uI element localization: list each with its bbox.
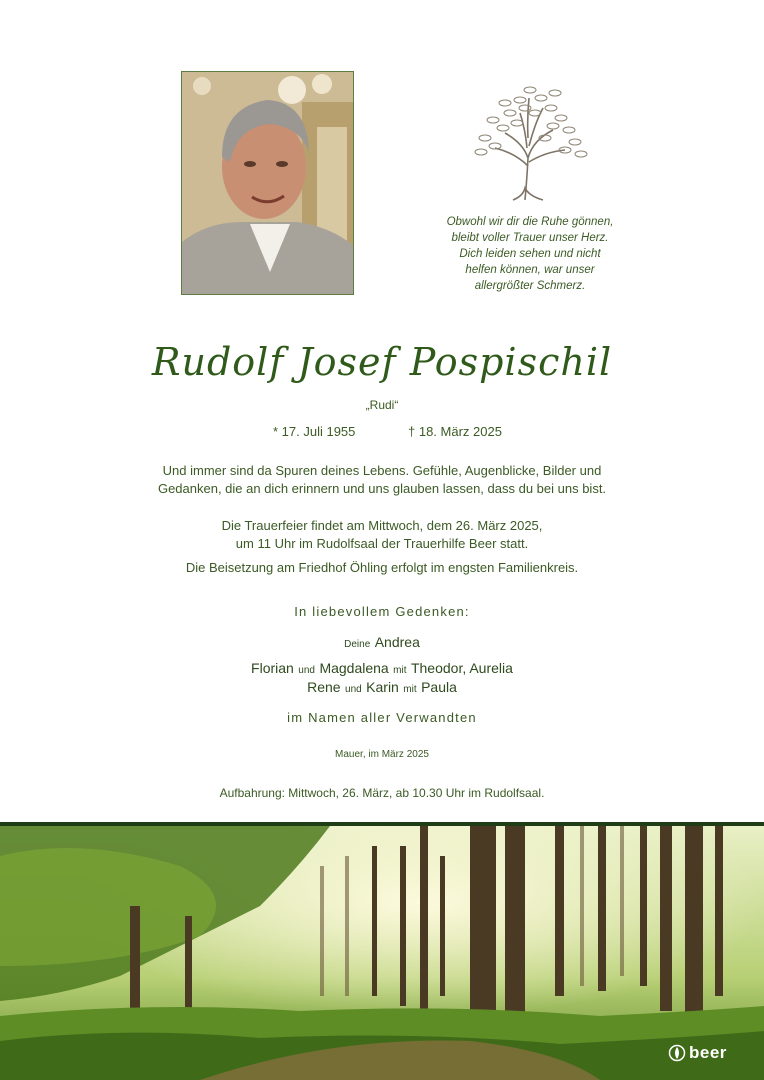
- burial-text: Die Beisetzung am Friedhof Öhling erfolgt im engsten Familienkreis.: [185, 560, 579, 575]
- mourners-heading: In liebevollem Gedenken:: [294, 604, 470, 619]
- beer-logo: [668, 1043, 727, 1063]
- portrait-illustration: [182, 72, 354, 295]
- portrait-photo: [181, 71, 354, 295]
- viewing-info: Aufbahrung: Mittwoch, 26. März, ab 10.30 Uhr im Rudolfsaal.: [219, 786, 545, 800]
- mourner-name: Florian: [251, 660, 294, 676]
- memory-line: Und immer sind da Spuren deines Lebens. Gefühle, Augenblicke, Bilder und: [162, 463, 602, 478]
- beer-logo-text: beer: [689, 1043, 727, 1062]
- ceremony-line: um 11 Uhr im Rudolfsaal der Trauerhilfe Beer statt.: [235, 536, 529, 551]
- beer-logo-icon: [668, 1044, 686, 1062]
- mourner-prefix: Deine: [344, 639, 371, 650]
- deceased-nickname: „Rudi“: [365, 398, 399, 412]
- tree-icon: [465, 78, 595, 203]
- mourner-line-1: [0, 634, 764, 652]
- ceremony-paragraph: [0, 517, 764, 553]
- death-date: † 18. März 2025: [408, 424, 502, 439]
- poem-line: Obwohl wir dir die Ruhe gönnen,: [446, 216, 614, 228]
- ceremony-line: Die Trauerfeier findet am Mittwoch, dem 26. März 2025,: [221, 518, 543, 533]
- poem-line: helfen können, war unser: [465, 264, 595, 276]
- mourner-name: Karin: [366, 679, 399, 695]
- birth-date: * 17. Juli 1955: [273, 424, 356, 439]
- mourner-connector: und: [345, 684, 362, 695]
- deceased-name: Rudolf Josef Pospischil: [151, 340, 613, 384]
- memory-line: Gedanken, die an dich erinnern und uns glauben lassen, dass du bei uns bist.: [157, 481, 607, 496]
- mourner-name: Paula: [421, 679, 457, 695]
- life-dates: [0, 424, 764, 442]
- mourner-name: Magdalena: [319, 660, 389, 676]
- mourner-name: Rene: [307, 679, 341, 695]
- poem-line: Dich leiden sehen und nicht: [459, 248, 601, 260]
- mourner-connector: und: [298, 665, 315, 676]
- mourner-name: Andrea: [374, 634, 420, 650]
- mourner-connector: mit: [393, 665, 407, 676]
- relatives-line: im Namen aller Verwandten: [287, 710, 477, 725]
- mourner-line-3: [0, 679, 764, 697]
- place-date: Mauer, im März 2025: [335, 749, 429, 760]
- forest-image: [0, 822, 764, 1080]
- poem-line: allergrößter Schmerz.: [474, 280, 586, 292]
- mourner-name: Theodor, Aurelia: [410, 660, 513, 676]
- mourner-line-2: [0, 660, 764, 678]
- poem: [410, 214, 650, 294]
- memory-paragraph: [0, 462, 764, 498]
- mourner-connector: mit: [403, 684, 417, 695]
- poem-line: bleibt voller Trauer unser Herz.: [451, 232, 609, 244]
